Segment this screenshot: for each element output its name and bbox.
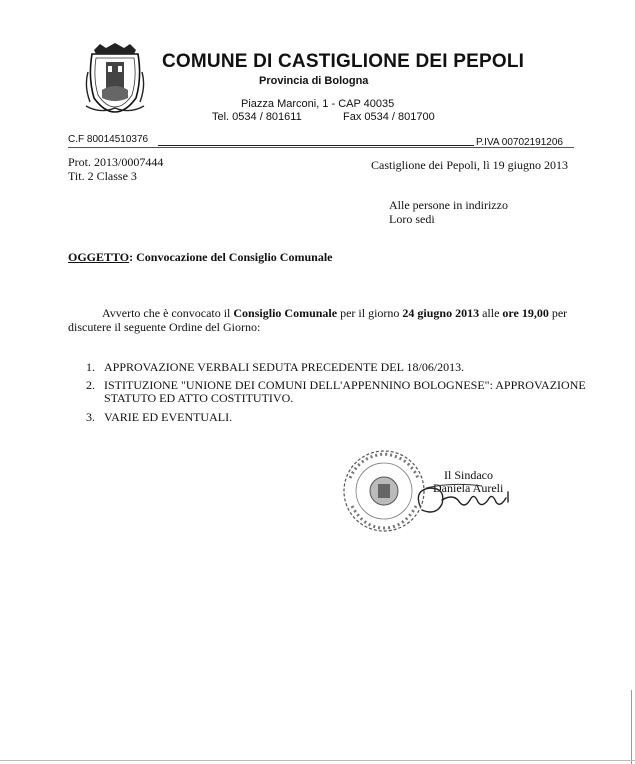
protocol-number: Prot. 2013/0007444 [68, 155, 164, 169]
vat-number: P.IVA 00702191206 [476, 137, 563, 148]
body-paragraph-line-1 [102, 306, 567, 321]
agenda-text: VARIE ED EVENTUALI. [104, 410, 233, 424]
body-text: alle [479, 306, 503, 320]
agenda-number: 1. [86, 360, 95, 374]
body-text: per il giorno [337, 306, 403, 320]
subject-line [68, 250, 332, 265]
body-text: Avverto che è convocato il [102, 306, 234, 320]
agenda-number: 3. [86, 410, 95, 424]
subject-label: OGGETTO [68, 250, 130, 264]
header-divider [158, 145, 474, 146]
signatory-name: Daniela Aureli [433, 481, 504, 495]
agenda-text: ISTITUZIONE "UNIONE DEI COMUNI DELL'APPENNINO BOLOGNESE": APPROVAZIONE [104, 378, 586, 392]
fax: Fax 0534 / 801700 [343, 111, 435, 123]
province-label: Provincia di Bologna [259, 75, 369, 87]
signatory-title: Il Sindaco [444, 468, 493, 482]
agenda-text: APPROVAZIONE VERBALI SEDUTA PRECEDENTE DEL 18/06/2013. [104, 360, 465, 374]
fiscal-code: C.F 80014510376 [68, 134, 149, 145]
coat-of-arms-icon [84, 42, 146, 114]
handwritten-signature-icon [412, 476, 524, 522]
telephone: Tel. 0534 / 801611 [212, 111, 302, 123]
subject-text: : Convocazione del Consiglio Comunale [129, 250, 333, 264]
recipient-line-2: Loro sedi [389, 212, 435, 226]
address-line: Piazza Marconi, 1 - CAP 40035 [241, 98, 395, 110]
recipient-line-1: Alle persone in indirizzo [389, 198, 508, 212]
body-bold-council: Consiglio Comunale [233, 306, 338, 320]
page-edge-right [631, 690, 632, 764]
agenda-item [86, 410, 232, 425]
body-paragraph-line-2: discutere il seguente Ordine del Giorno: [68, 320, 261, 334]
agenda-item [86, 360, 464, 375]
classification: Tit. 2 Classe 3 [68, 169, 137, 183]
page-edge-bottom [0, 760, 635, 761]
meeting-date: 24 giugno 2013 [402, 306, 480, 320]
body-text: per [548, 306, 568, 320]
municipality-title: COMUNE DI CASTIGLIONE DEI PEPOLI [162, 51, 525, 72]
meeting-time: ore 19,00 [502, 306, 549, 320]
place-date: Castiglione dei Pepoli, lì 19 giugno 2013 [371, 158, 568, 172]
agenda-number: 2. [86, 378, 95, 392]
agenda-item-continuation: STATUTO ED ATTO COSTITUTIVO. [104, 391, 294, 405]
